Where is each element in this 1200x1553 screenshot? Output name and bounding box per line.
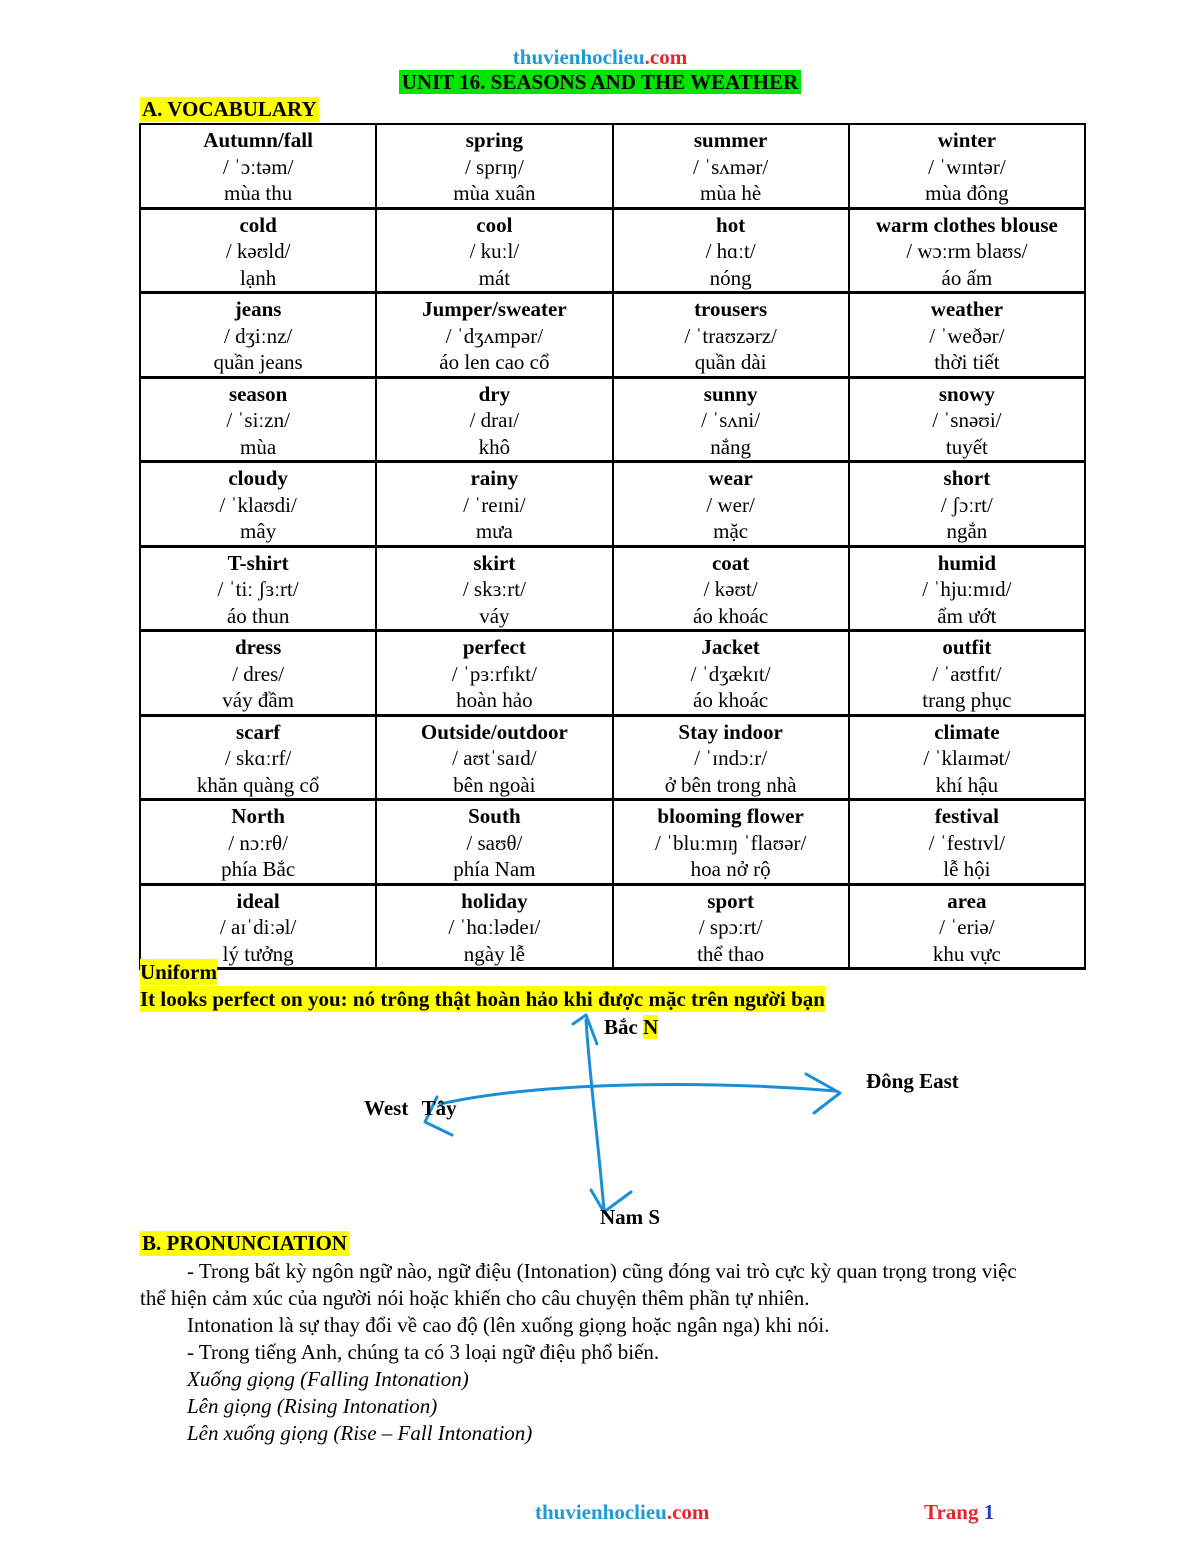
- vocab-meaning: mát: [478, 265, 511, 290]
- vocab-word: outfit: [942, 635, 992, 659]
- vocab-word: weather: [930, 297, 1004, 321]
- vocab-ipa: / ˈpɜːrfɪkt/: [451, 661, 537, 686]
- vocab-meaning: áo len cao cổ: [439, 350, 550, 374]
- vocab-meaning: hoa nở rộ: [690, 857, 771, 881]
- vocab-word: sunny: [703, 381, 758, 406]
- vocab-ipa: / ˈreɪni/: [463, 492, 526, 517]
- vocab-meaning: mưa: [475, 519, 513, 543]
- vocab-word: cool: [476, 212, 513, 237]
- pron-para2: Intonation là sự thay đổi về cao độ (lên xuống giọng hoặc ngân nga) khi nói.: [187, 1313, 830, 1337]
- vocab-word: hot: [716, 212, 746, 237]
- vocab-word: summer: [693, 128, 768, 152]
- vocab-word: cold: [239, 212, 277, 237]
- west-en: West: [364, 1096, 409, 1120]
- vocab-word: climate: [934, 719, 1000, 744]
- vocab-ipa: / ˈdʒækɪt/: [690, 661, 771, 686]
- vocab-meaning: áo ấm: [941, 265, 993, 290]
- vocab-meaning: nắng: [710, 434, 752, 459]
- vocab-word: South: [468, 804, 521, 828]
- vocab-word: warm clothes blouse: [875, 212, 1058, 237]
- compass-south-label: Nam S: [600, 1205, 661, 1229]
- vocab-word: sport: [707, 888, 754, 913]
- section-pronunciation: B. PRONUNCIATION: [142, 1231, 347, 1255]
- vocab-ipa: / skɑːrf/: [224, 746, 292, 770]
- vocab-word: Stay indoor: [678, 719, 783, 744]
- vocab-meaning: ở bên trong nhà: [664, 772, 797, 797]
- vocab-meaning: lễ hội: [943, 857, 991, 881]
- section-vocabulary: A. VOCABULARY: [142, 97, 317, 121]
- vocab-meaning: tuyết: [945, 434, 988, 459]
- vocab-meaning: phía Nam: [453, 857, 536, 881]
- page-number: 1: [983, 1500, 995, 1524]
- vocab-word: short: [943, 466, 991, 490]
- vocab-word: wear: [708, 466, 753, 490]
- vocab-word: Outside/outdoor: [420, 719, 568, 744]
- compass-east-label: Đông East: [866, 1069, 959, 1093]
- vocab-ipa: / kəʊt/: [703, 577, 758, 601]
- vocab-meaning: mùa hè: [700, 181, 762, 205]
- vocab-word: winter: [937, 128, 997, 152]
- vocab-ipa: / sprɪŋ/: [464, 154, 524, 179]
- vocab-word: area: [947, 888, 987, 913]
- vocab-word: blooming flower: [657, 804, 804, 828]
- vocab-ipa: / wɔːrm blaʊs/: [906, 239, 1028, 263]
- vocab-meaning: khu vực: [932, 941, 1001, 966]
- brand-suffix: .com: [644, 45, 688, 69]
- vocab-meaning: khăn quàng cổ: [196, 772, 320, 797]
- vocab-meaning: mây: [240, 519, 277, 543]
- vocab-meaning: áo khoác: [693, 688, 769, 712]
- vocab-ipa: / spɔːrt/: [698, 915, 763, 939]
- vocab-meaning: ngày lễ: [463, 941, 525, 966]
- vocab-ipa: / kuːl/: [469, 239, 520, 263]
- north-vi: Bắc: [604, 1015, 638, 1039]
- vocab-ipa: / ˈfestɪvl/: [928, 830, 1006, 855]
- vocab-ipa: / ˈsiːzn/: [226, 408, 290, 432]
- vocab-meaning: quần dài: [694, 350, 767, 374]
- vocab-word: North: [231, 804, 285, 828]
- vocab-ipa: / ˈklaʊdi/: [219, 492, 297, 517]
- vocab-ipa: / ʃɔːrt/: [940, 492, 993, 517]
- vocab-word: rainy: [470, 466, 519, 490]
- brand-main: thuvienhoclieu: [512, 45, 645, 69]
- vocab-ipa: / ˈdʒʌmpər/: [445, 323, 544, 348]
- vocab-word: perfect: [462, 635, 526, 659]
- vocab-meaning: mùa thu: [224, 181, 293, 205]
- example-phrase: It looks perfect on you: nó trông thật hoàn hảo khi được mặc trên người bạn: [140, 987, 825, 1011]
- vocab-meaning: khí hậu: [935, 772, 999, 797]
- vocab-meaning: nóng: [709, 265, 752, 290]
- footer-brand-suffix: .com: [666, 1500, 710, 1524]
- vocab-meaning: thời tiết: [934, 350, 1000, 374]
- vocab-meaning: mặc: [713, 519, 749, 543]
- vocab-word: ideal: [236, 888, 280, 913]
- vocab-ipa: / aɪˈdiːəl/: [219, 915, 297, 939]
- vocab-meaning: trang phục: [922, 688, 1012, 712]
- vocab-ipa: / ˈbluːmɪŋ ˈflaʊər/: [654, 830, 807, 855]
- vocab-meaning: thể thao: [697, 941, 765, 966]
- footer-page-number: [924, 1500, 994, 1525]
- pron-para3: - Trong tiếng Anh, chúng ta có 3 loại ngữ điệu phổ biến.: [187, 1340, 660, 1364]
- vocab-word: dress: [234, 635, 282, 659]
- vocab-ipa: / draɪ/: [469, 408, 520, 432]
- vocab-ipa: / ˈsʌni/: [701, 408, 761, 432]
- vocab-word: skirt: [473, 550, 516, 575]
- vocab-meaning: ngắn: [946, 519, 988, 543]
- pron-para1-line2: thể hiện cảm xúc của người nói hoặc khiến cho câu chuyện thêm phần tự nhiên.: [140, 1286, 810, 1310]
- vocab-ipa: / ˈeriə/: [939, 915, 995, 939]
- footer-brand[interactable]: [535, 1500, 709, 1525]
- east-arrowhead: [806, 1074, 840, 1113]
- vocab-meaning: áo thun: [226, 603, 290, 628]
- vocab-meaning: hoàn hảo: [456, 688, 533, 712]
- vocab-word: spring: [465, 128, 523, 152]
- vocab-ipa: / ˈhjuːmɪd/: [922, 577, 1012, 601]
- vocab-meaning: mùa: [240, 434, 277, 459]
- intonation-type-falling: Xuống giọng (Falling Intonation): [187, 1367, 469, 1391]
- vocab-word: cloudy: [228, 466, 288, 490]
- vocab-meaning: váy đầm: [222, 688, 294, 712]
- vocab-meaning: quần jeans: [213, 350, 303, 374]
- north-en: N: [643, 1015, 659, 1039]
- page-title: UNIT 16. SEASONS AND THE WEATHER: [399, 70, 801, 94]
- east-west-line: [440, 1084, 836, 1104]
- vocab-word: scarf: [235, 719, 281, 744]
- vocab-ipa: / ˈsʌmər/: [693, 154, 769, 179]
- vocab-ipa: / ˈweðər/: [929, 323, 1005, 348]
- vocab-ipa: / skɜːrt/: [462, 577, 526, 601]
- page-label: Trang: [924, 1500, 979, 1524]
- vocab-word: holiday: [461, 888, 528, 913]
- vocab-meaning: ẩm ướt: [937, 603, 997, 628]
- vocab-meaning: lý tưởng: [222, 941, 294, 966]
- vocab-meaning: mùa xuân: [453, 181, 536, 205]
- vocab-ipa: / ˈaʊtfɪt/: [932, 661, 1002, 686]
- vocab-word: Jacket: [701, 635, 760, 659]
- intonation-type-rising: Lên giọng (Rising Intonation): [187, 1394, 438, 1418]
- vocab-word: coat: [711, 550, 750, 575]
- vocab-meaning: áo khoác: [693, 603, 769, 628]
- vocab-meaning: phía Bắc: [221, 857, 296, 881]
- vocab-ipa: / ˈsnəʊi/: [932, 408, 1002, 432]
- intonation-type-rise-fall: Lên xuống giọng (Rise – Fall Intonation): [187, 1421, 533, 1445]
- vocab-word: T-shirt: [227, 550, 289, 575]
- west-vi: Tây: [421, 1096, 457, 1120]
- vocab-ipa: / dʒiːnz/: [224, 323, 293, 348]
- vocab-ipa: / wer/: [706, 492, 755, 517]
- vocab-word: Jumper/sweater: [422, 297, 567, 321]
- vocab-ipa: / ˈɪndɔːr/: [694, 746, 768, 770]
- footer-brand-main: thuvienhoclieu: [535, 1500, 667, 1524]
- compass-west-label: [364, 1095, 457, 1121]
- vocab-ipa: / ˈtraʊzərz/: [684, 323, 777, 348]
- north-south-line: [586, 1020, 604, 1210]
- vocab-ipa: / ˈklaɪmət/: [923, 746, 1011, 770]
- vocab-meaning: váy: [479, 603, 510, 628]
- vocab-ipa: / ˈɔːtəm/: [222, 154, 294, 179]
- pron-para1-line1: - Trong bất kỳ ngôn ngữ nào, ngữ điệu (Intonation) cũng đóng vai trò cực kỳ quan trọng trong việc: [187, 1259, 1017, 1283]
- vocab-word: jeans: [234, 297, 282, 321]
- vocab-word: dry: [478, 381, 511, 406]
- vocab-word: trousers: [694, 297, 768, 321]
- vocab-ipa: / kəʊld/: [225, 239, 291, 263]
- vocab-word: humid: [937, 550, 997, 575]
- vocab-word: snowy: [938, 381, 995, 406]
- vocab-ipa: / aʊtˈsaɪd/: [452, 746, 537, 770]
- vocab-ipa: / nɔːrθ/: [228, 830, 288, 855]
- vocab-meaning: bên ngoài: [453, 772, 536, 797]
- vocab-ipa: / ˈtiː ʃɜːrt/: [217, 577, 299, 601]
- vocab-meaning: mùa đông: [925, 181, 1009, 205]
- vocab-ipa: / dres/: [232, 661, 285, 686]
- vocab-meaning: lạnh: [240, 265, 277, 290]
- vocab-ipa: / ˈwɪntər/: [928, 154, 1006, 179]
- vocab-meaning: khô: [478, 434, 511, 459]
- vocab-ipa: / saʊθ/: [466, 830, 523, 855]
- vocab-word: season: [228, 381, 288, 406]
- uniform-label: Uniform: [140, 960, 217, 984]
- compass-north-label: [604, 1014, 658, 1040]
- vocab-word: festival: [934, 804, 999, 828]
- vocab-ipa: / ˈhɑːlədeɪ/: [448, 915, 541, 939]
- vocab-word: Autumn/fall: [203, 128, 313, 152]
- vocab-ipa: / hɑːt/: [705, 239, 756, 263]
